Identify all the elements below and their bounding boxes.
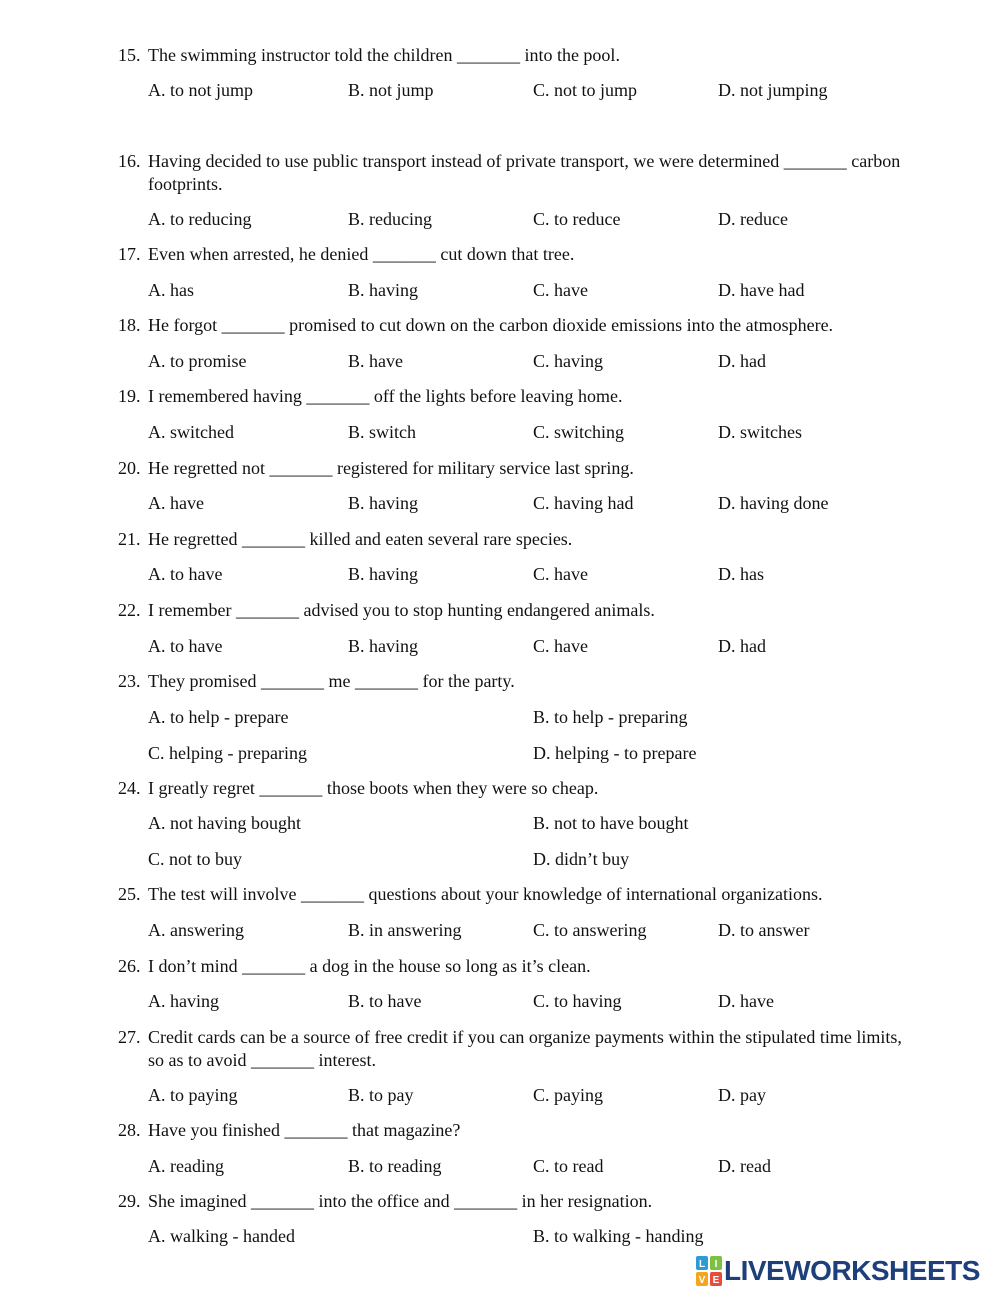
option-a[interactable]: A. to reducing (148, 209, 252, 229)
question-number: 24. (118, 778, 141, 798)
option-a[interactable]: A. answering (148, 920, 244, 940)
option-b[interactable]: B. having (348, 564, 418, 584)
svg-text:E: E (712, 1275, 720, 1286)
question-number: 20. (118, 458, 141, 478)
option-b[interactable]: B. having (348, 280, 418, 300)
question-text: I don’t mind _______ a dog in the house so long as it’s clean. (148, 956, 591, 976)
question-text: She imagined _______ into the office and _______ in her resignation. (148, 1191, 653, 1211)
option-a[interactable]: A. has (148, 280, 194, 300)
option-c[interactable]: C. not to jump (533, 80, 638, 100)
option-a[interactable]: A. to have (148, 636, 223, 656)
question-19 (118, 385, 918, 408)
question-number: 25. (118, 884, 141, 904)
option-b[interactable]: B. to have (348, 991, 422, 1011)
question-number: 26. (118, 956, 141, 976)
option-d[interactable]: D. had (718, 636, 766, 656)
question-number: 28. (118, 1120, 141, 1140)
question-text: He regretted not _______ registered for military service last spring. (148, 458, 634, 478)
option-b[interactable]: B. have (348, 351, 403, 371)
question-text: The test will involve _______ questions about your knowledge of international organizations. (148, 884, 823, 904)
question-22 (118, 599, 918, 622)
question-text: I remembered having _______ off the lights before leaving home. (148, 386, 623, 406)
question-number: 21. (118, 529, 141, 549)
question-number: 27. (118, 1027, 141, 1047)
option-d[interactable]: D. have had (718, 280, 805, 300)
question-16 (118, 150, 918, 196)
option-a[interactable]: A. to have (148, 564, 223, 584)
svg-text:V: V (698, 1275, 706, 1286)
question-17 (118, 243, 918, 266)
logo-text: LIVEWORKSHEETS (724, 1255, 980, 1286)
question-text: Have you finished _______ that magazine? (148, 1120, 461, 1140)
option-b[interactable]: B. to walking - handing (533, 1226, 704, 1246)
option-c[interactable]: C. to reduce (533, 209, 621, 229)
option-c[interactable]: C. to having (533, 991, 622, 1011)
option-b[interactable]: B. not to have bought (533, 813, 689, 833)
question-text: The swimming instructor told the children _______ into the pool. (148, 45, 620, 65)
option-b[interactable]: B. having (348, 636, 418, 656)
question-text: Even when arrested, he denied _______ cut down that tree. (148, 244, 575, 264)
option-d[interactable]: D. didn’t buy (533, 849, 630, 869)
option-a[interactable]: A. switched (148, 422, 234, 442)
option-c[interactable]: C. have (533, 636, 588, 656)
question-28 (118, 1119, 918, 1142)
option-a[interactable]: A. to paying (148, 1085, 238, 1105)
question-text: They promised _______ me _______ for the party. (148, 671, 515, 691)
question-text: He forgot _______ promised to cut down on the carbon dioxide emissions into the atmosphere. (148, 315, 834, 335)
option-b[interactable]: B. to reading (348, 1156, 442, 1176)
option-b[interactable]: B. not jump (348, 80, 434, 100)
option-c[interactable]: C. helping - preparing (148, 743, 307, 763)
question-25 (118, 883, 918, 906)
option-d[interactable]: D. switches (718, 422, 802, 442)
option-c[interactable]: C. to read (533, 1156, 604, 1176)
option-c[interactable]: C. having (533, 351, 603, 371)
question-15 (118, 44, 918, 67)
question-number: 22. (118, 600, 141, 620)
option-b[interactable]: B. to help - preparing (533, 707, 688, 727)
question-text: I remember _______ advised you to stop hunting endangered animals. (148, 600, 655, 620)
svg-text:L: L (698, 1259, 706, 1270)
option-a[interactable]: A. not having bought (148, 813, 301, 833)
option-d[interactable]: D. helping - to prepare (533, 743, 697, 763)
question-23 (118, 670, 918, 693)
option-d[interactable]: D. having done (718, 493, 829, 513)
option-c[interactable]: C. not to buy (148, 849, 243, 869)
question-29 (118, 1190, 918, 1213)
option-d[interactable]: D. to answer (718, 920, 810, 940)
option-b[interactable]: B. to pay (348, 1085, 414, 1105)
option-a[interactable]: A. reading (148, 1156, 224, 1176)
question-18 (118, 314, 918, 337)
option-b[interactable]: B. switch (348, 422, 417, 442)
option-b[interactable]: B. reducing (348, 209, 432, 229)
option-c[interactable]: C. have (533, 280, 588, 300)
option-b[interactable]: B. in answering (348, 920, 462, 940)
liveworksheets-logo (696, 1255, 992, 1287)
option-b[interactable]: B. having (348, 493, 418, 513)
question-text: He regretted _______ killed and eaten several rare species. (148, 529, 573, 549)
question-number: 15. (118, 45, 141, 65)
question-number: 18. (118, 315, 141, 335)
option-a[interactable]: A. to not jump (148, 80, 254, 100)
question-number: 16. (118, 151, 141, 171)
option-d[interactable]: D. pay (718, 1085, 766, 1105)
option-d[interactable]: D. has (718, 564, 764, 584)
option-d[interactable]: D. not jumping (718, 80, 828, 100)
option-c[interactable]: C. switching (533, 422, 625, 442)
option-c[interactable]: C. to answering (533, 920, 647, 940)
question-number: 23. (118, 671, 141, 691)
option-d[interactable]: D. read (718, 1156, 771, 1176)
question-27 (118, 1026, 918, 1072)
question-20 (118, 457, 918, 480)
option-a[interactable]: A. having (148, 991, 219, 1011)
question-21 (118, 528, 918, 551)
option-a[interactable]: A. to promise (148, 351, 247, 371)
question-text: I greatly regret _______ those boots when they were so cheap. (148, 778, 599, 798)
question-text: Credit cards can be a source of free credit if you can organize payments within the stipulated time limits, so as to avoid _______ interest. (148, 1027, 902, 1070)
liveworksheets-logo-icon (696, 1256, 722, 1286)
option-c[interactable]: C. paying (533, 1085, 603, 1105)
option-a[interactable]: A. walking - handed (148, 1226, 295, 1246)
svg-text:I: I (714, 1259, 718, 1270)
question-26 (118, 955, 918, 978)
option-a[interactable]: A. to help - prepare (148, 707, 289, 727)
option-d[interactable]: D. have (718, 991, 774, 1011)
question-number: 17. (118, 244, 141, 264)
question-text: Having decided to use public transport instead of private transport, we were determined _______ carbon footprints. (148, 151, 901, 194)
option-d[interactable]: D. reduce (718, 209, 788, 229)
question-24 (118, 777, 918, 800)
option-c[interactable]: C. have (533, 564, 588, 584)
option-a[interactable]: A. have (148, 493, 204, 513)
option-d[interactable]: D. had (718, 351, 766, 371)
question-number: 19. (118, 386, 141, 406)
option-c[interactable]: C. having had (533, 493, 634, 513)
question-number: 29. (118, 1191, 141, 1211)
